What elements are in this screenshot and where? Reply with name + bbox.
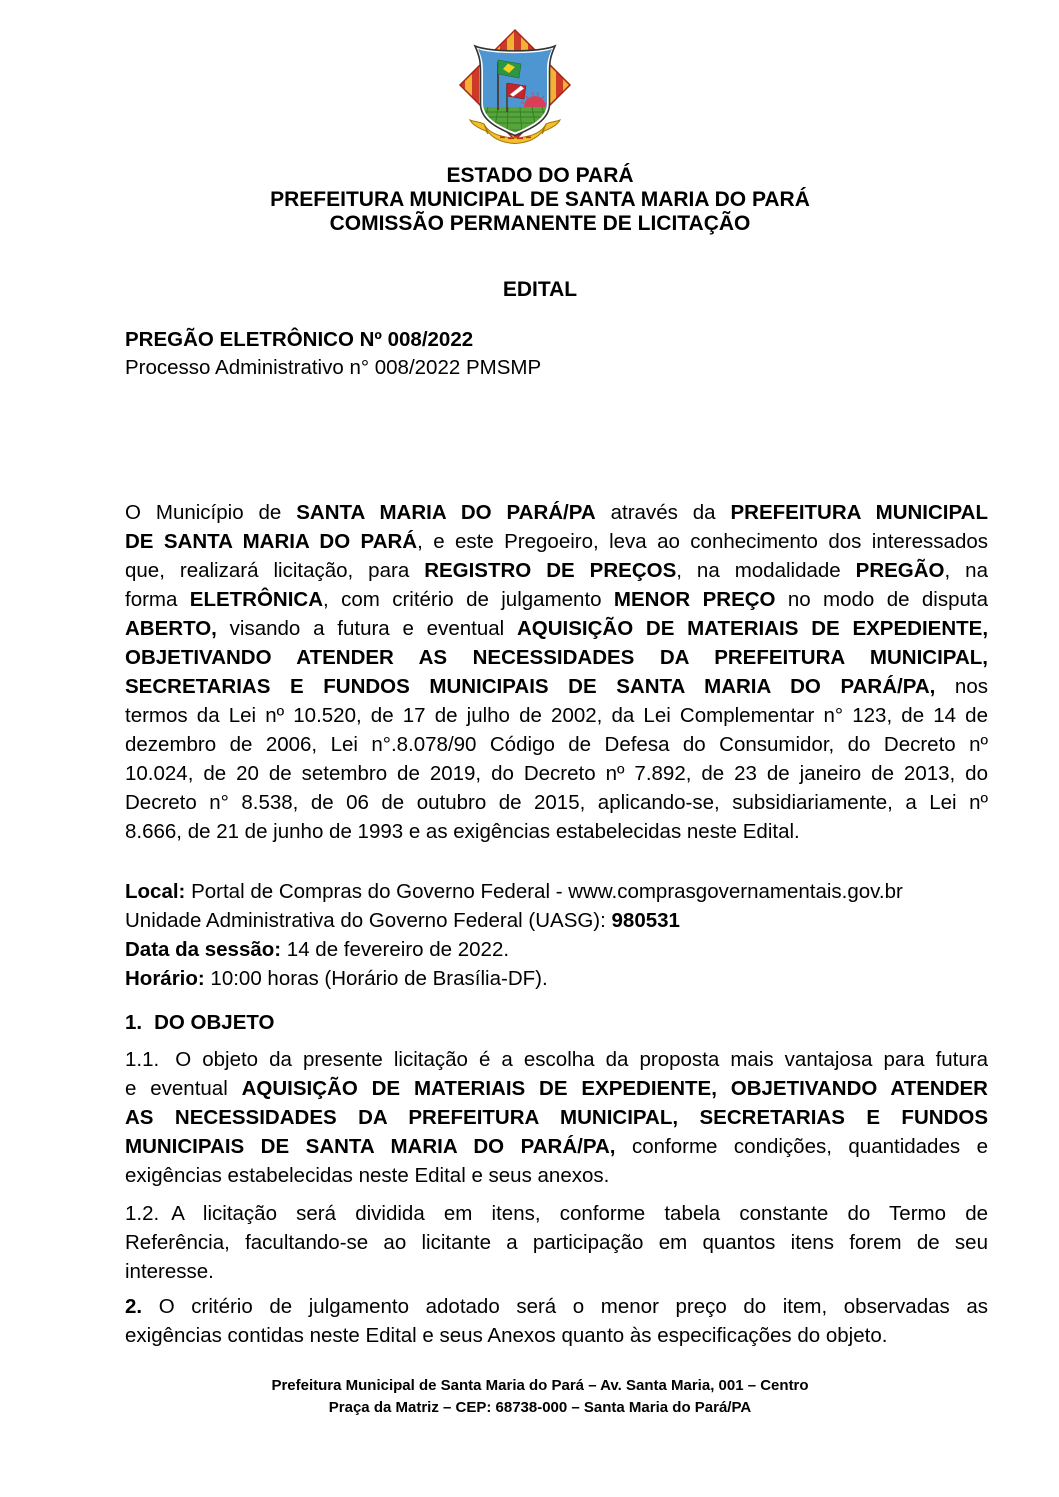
text-line: Praça da Matriz – CEP: 68738-000 – Santa Maria do Pará/PA — [328, 1399, 752, 1416]
text-segment: nos — [935, 675, 988, 698]
text-line — [125, 906, 988, 935]
text-line — [125, 1074, 988, 1103]
text-segment: O Município de — [125, 501, 297, 524]
text-line — [125, 964, 988, 993]
text-segment: O critério de julgamento adotado será o menor preço do item, observadas as — [142, 1295, 988, 1318]
bold-text-segment: AQUISIÇÃO DE MATERIAIS DE EXPEDIENTE, OBJETIVANDO ATENDER — [241, 1077, 988, 1100]
bold-text-segment: AS NECESSIDADES DA PREFEITURA MUNICIPAL, SECRETARIAS E FUNDOS — [125, 1106, 988, 1129]
bold-text-segment: PREGÃO — [855, 559, 945, 582]
text-line: PREFEITURA MUNICIPAL DE SANTA MARIA DO PARÁ — [270, 188, 810, 211]
paragraph-1-1 — [125, 1045, 988, 1190]
intro-paragraph — [125, 498, 988, 846]
text-segment: que, realizará licitação, para — [125, 559, 425, 582]
text-segment: 8.666, de 21 de junho de 1993 e as exigências estabelecidas neste Edital. — [125, 820, 800, 843]
text-segment: 14 de fevereiro de 2022. — [281, 938, 510, 961]
process-identification — [125, 326, 988, 382]
section-1-heading — [125, 1008, 988, 1037]
bold-text-segment: OBJETIVANDO ATENDER AS NECESSIDADES DA PREFEITURA MUNICIPAL, — [125, 646, 988, 669]
text-segment: , e este Pregoeiro, leva ao conhecimento dos interessados — [417, 530, 988, 553]
text-line — [125, 817, 988, 846]
text-line — [125, 527, 988, 556]
text-segment: Referência, facultando-se ao licitante a participação em quantos itens forem de seu — [125, 1231, 988, 1254]
bold-text-segment: DO OBJETO — [154, 1011, 275, 1034]
text-line — [125, 354, 988, 382]
text-line — [125, 759, 988, 788]
paragraph-1-2 — [125, 1199, 988, 1286]
bold-text-segment: AQUISIÇÃO DE MATERIAIS DE EXPEDIENTE, — [516, 617, 989, 640]
text-segment: através da — [595, 501, 731, 524]
paragraph-2 — [125, 1292, 988, 1350]
bold-text-segment: MUNICIPAIS DE SANTA MARIA DO PARÁ/PA, — [125, 1135, 616, 1158]
text-line: Prefeitura Municipal de Santa Maria do Pará – Av. Santa Maria, 001 – Centro — [271, 1377, 809, 1394]
text-segment: A licitação será dividida em itens, conforme tabela constante do Termo de — [171, 1202, 988, 1225]
text-segment: 1.2. — [125, 1202, 160, 1225]
text-segment: visando a futura e eventual — [216, 617, 517, 640]
text-line — [125, 614, 988, 643]
text-segment: termos da Lei nº 10.520, de 17 de julho de 2002, da Lei Complementar n° 123, de 14 de — [125, 704, 988, 727]
text-line — [125, 672, 988, 701]
text-line: ESTADO DO PARÁ — [446, 164, 634, 187]
bold-text-segment: ABERTO, — [125, 617, 217, 640]
bold-text-segment: Data da sessão: — [125, 938, 282, 961]
bold-text-segment: ELETRÔNICA — [189, 588, 324, 611]
text-line — [125, 1045, 988, 1074]
text-segment: exigências estabelecidas neste Edital e seus anexos. — [125, 1164, 610, 1187]
text-line — [125, 556, 988, 585]
coat-of-arms-icon — [458, 28, 572, 150]
text-line — [125, 1103, 988, 1132]
text-segment: 1.1. — [125, 1048, 160, 1071]
bold-text-segment: Local: — [125, 880, 186, 903]
page-footer — [126, 1375, 954, 1419]
text-line — [125, 701, 988, 730]
text-line — [125, 585, 988, 614]
bold-text-segment: REGISTRO DE PREÇOS — [424, 559, 677, 582]
text-segment: , na — [944, 559, 988, 582]
bold-text-segment: PREFEITURA MUNICIPAL — [730, 501, 988, 524]
text-segment: e eventual — [125, 1077, 242, 1100]
bold-text-segment: SANTA MARIA DO PARÁ/PA — [296, 501, 596, 524]
text-segment: 10.024, de 20 de setembro de 2019, do Decreto nº 7.892, de 23 de janeiro de 2013, do — [125, 762, 988, 785]
bold-text-segment: MENOR PREÇO — [613, 588, 776, 611]
text-segment: Portal de Compras do Governo Federal - www.comprasgovernamentais.gov.br — [185, 880, 903, 903]
text-line — [125, 643, 988, 672]
text-segment: O objeto da presente licitação é a escolha da proposta mais vantajosa para futura — [175, 1048, 988, 1071]
text-segment: interesse. — [125, 1260, 214, 1283]
text-line — [125, 1199, 988, 1228]
text-segment: forma — [125, 588, 190, 611]
bold-text-segment: PREGÃO ELETRÔNICO Nº 008/2022 — [125, 328, 474, 351]
text-segment: Processo Administrativo n° 008/2022 PMSMP — [125, 356, 542, 379]
text-line — [125, 1257, 988, 1286]
text-line — [125, 877, 988, 906]
text-line — [125, 1321, 988, 1350]
text-line — [125, 326, 988, 354]
text-segment: , com critério de julgamento — [323, 588, 614, 611]
text-segment: Decreto n° 8.538, de 06 de outubro de 2015, aplicando-se, subsidiariamente, a Lei nº — [125, 791, 988, 814]
bold-text-segment: 1. — [125, 1011, 143, 1034]
text-line — [125, 1228, 988, 1257]
text-segment: no modo de disputa — [775, 588, 988, 611]
text-line — [125, 788, 988, 817]
text-line — [125, 498, 988, 527]
text-line — [125, 730, 988, 759]
text-line: COMISSÃO PERMANENTE DE LICITAÇÃO — [329, 212, 751, 235]
bold-text-segment: Horário: — [125, 967, 205, 990]
text-line — [125, 1008, 988, 1037]
text-segment: exigências contidas neste Edital e seus Anexos quanto às especificações do objeto. — [125, 1324, 888, 1347]
bold-text-segment: DE SANTA MARIA DO PARÁ — [125, 530, 418, 553]
text-segment: dezembro de 2006, Lei n°.8.078/90 Código de Defesa do Consumidor, do Decreto nº — [125, 733, 988, 756]
text-line — [125, 1292, 988, 1321]
bold-text-segment: SECRETARIAS E FUNDOS MUNICIPAIS DE SANTA MARIA DO PARÁ/PA, — [125, 675, 936, 698]
text-line — [125, 1161, 988, 1190]
text-line — [125, 1132, 988, 1161]
letterhead — [126, 164, 954, 236]
session-info — [125, 877, 988, 993]
text-segment: , na modalidade — [676, 559, 856, 582]
bold-text-segment: 980531 — [611, 909, 680, 932]
text-line — [125, 935, 988, 964]
text-segment: 10:00 horas (Horário de Brasília-DF). — [204, 967, 548, 990]
text-segment: Unidade Administrativa do Governo Federal (UASG): — [125, 909, 612, 932]
text-segment: conforme condições, quantidades e — [615, 1135, 988, 1158]
page-title: EDITAL — [502, 278, 578, 301]
bold-text-segment: 2. — [125, 1295, 143, 1318]
